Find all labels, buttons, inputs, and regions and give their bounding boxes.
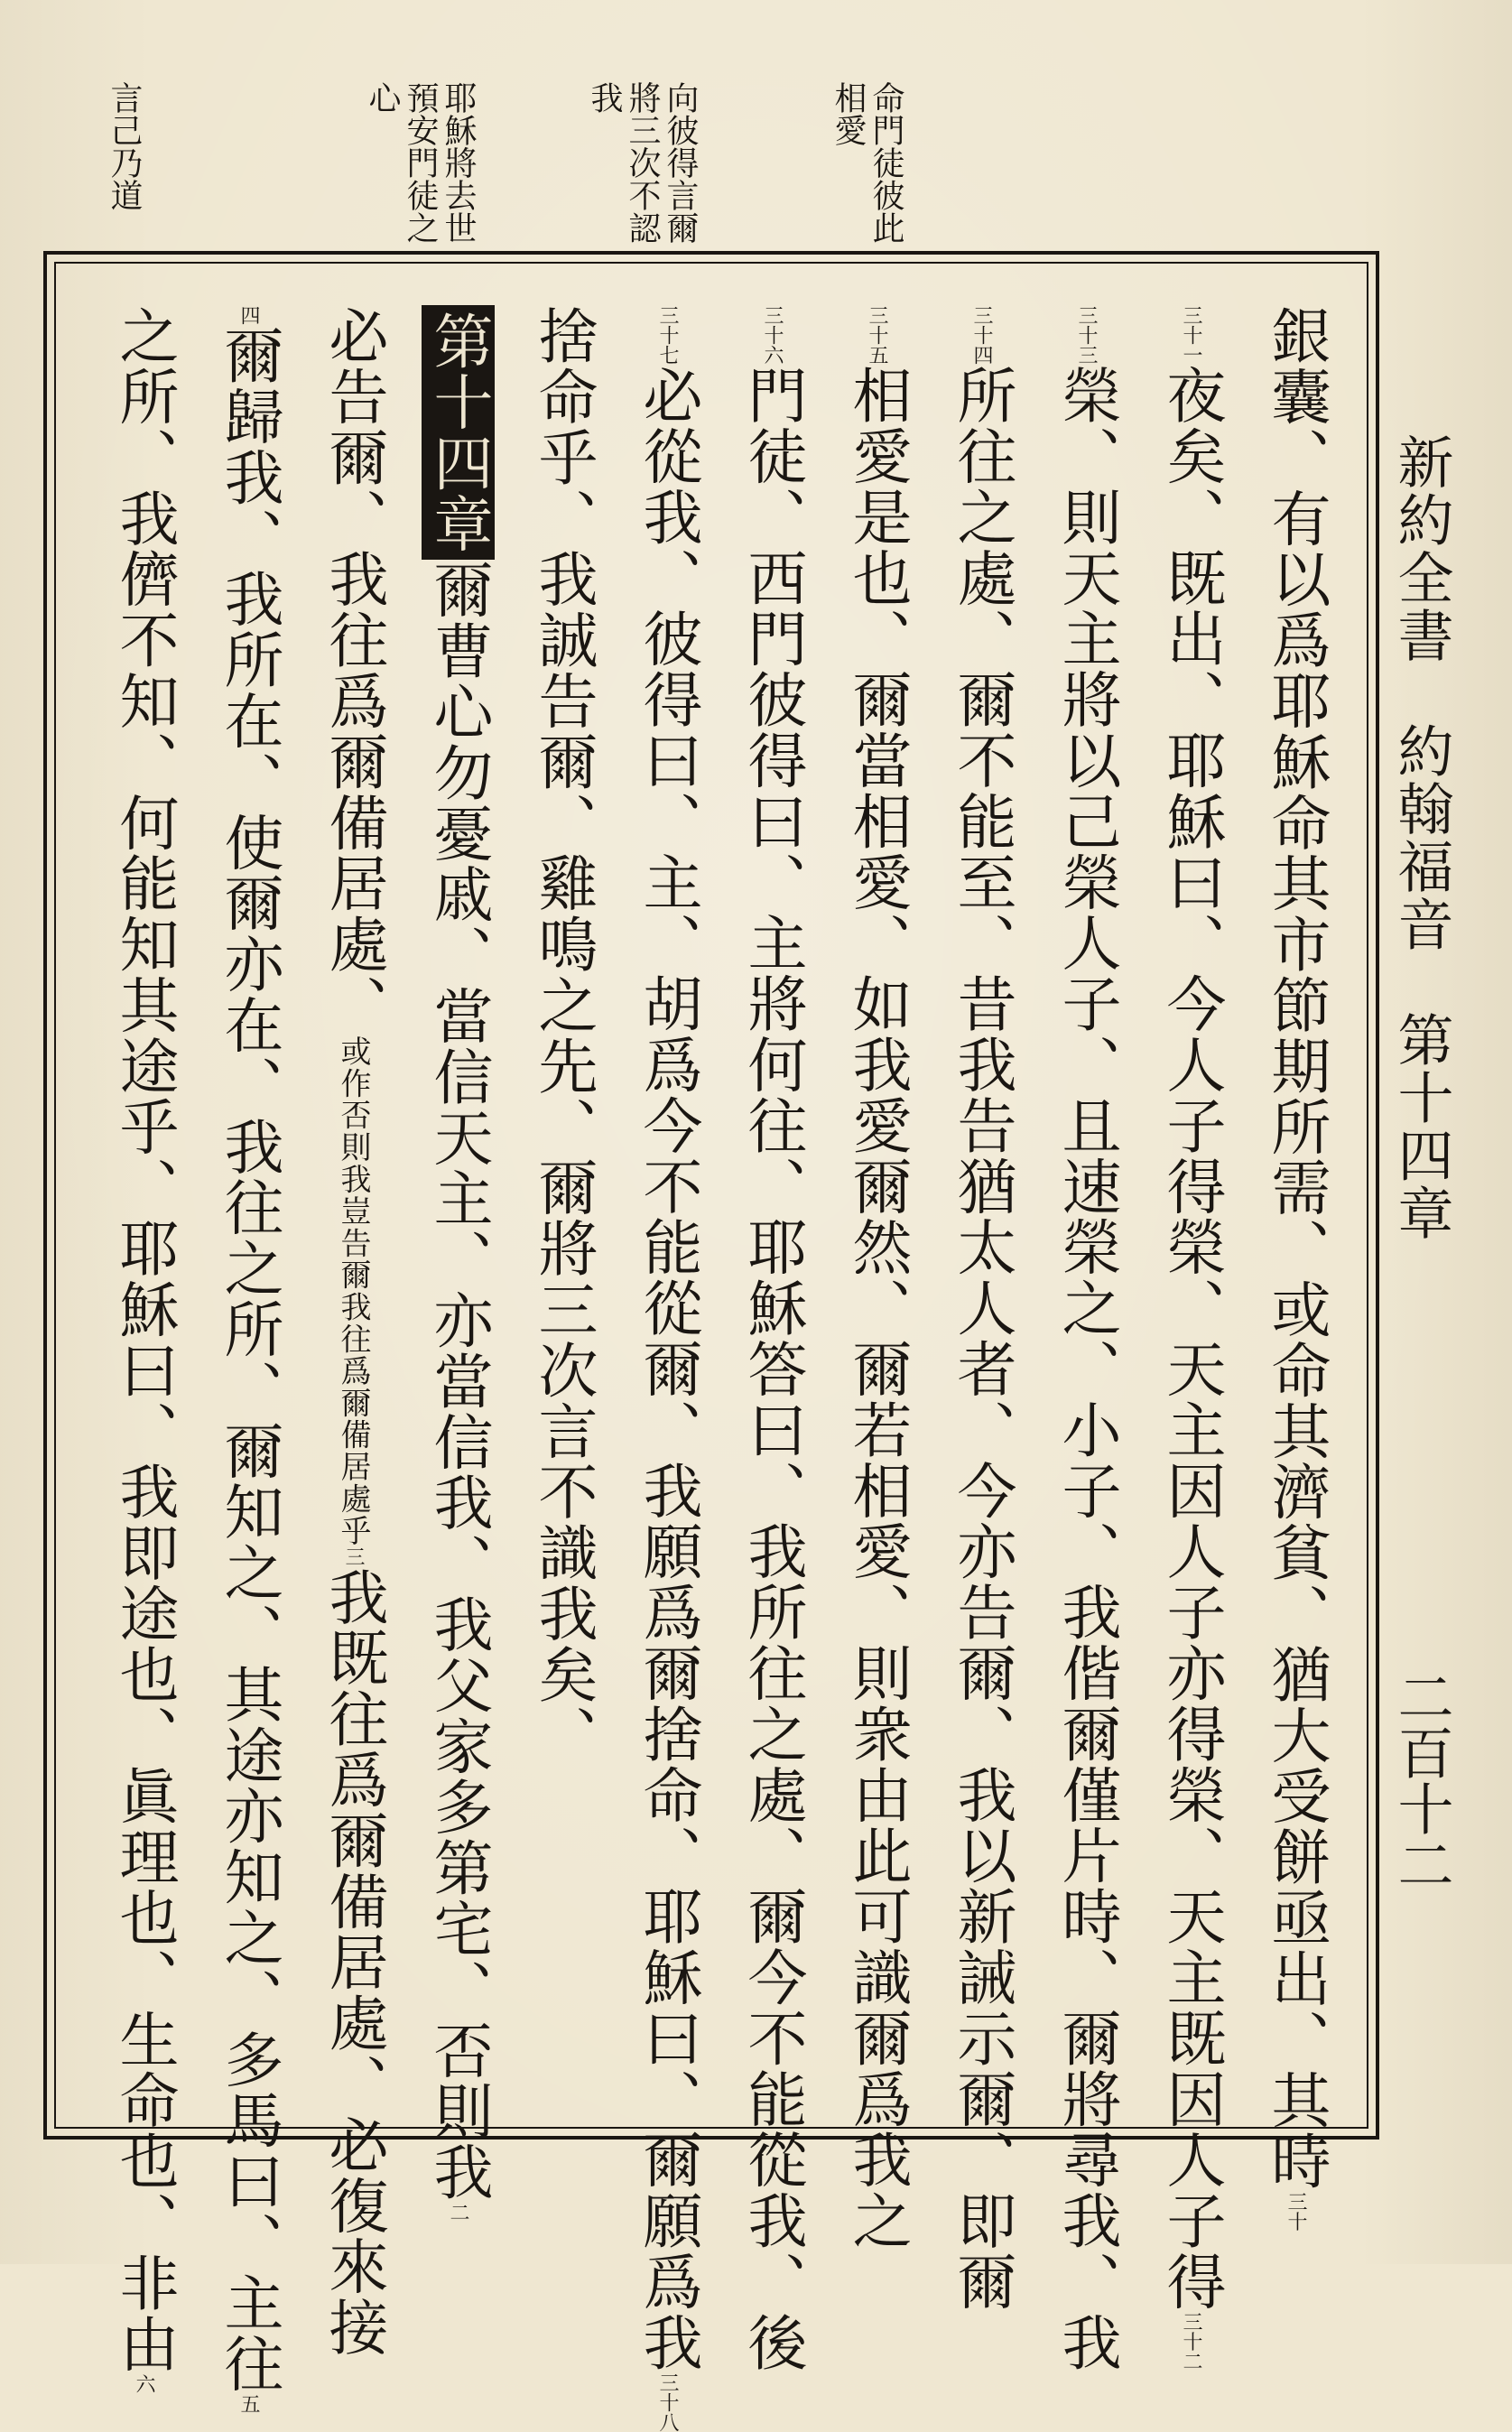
margin-note: 命門徒彼此相愛 bbox=[830, 81, 904, 244]
text-column: 捨命乎、我誠告爾、雞鳴之先、爾將三次言不識我矣、 bbox=[528, 305, 598, 1766]
verse-number: 三 bbox=[342, 1546, 365, 1567]
verse-number: 三十一 bbox=[1180, 305, 1202, 365]
text-column: 三十三榮、則天主將以己榮人子、且速榮之、小子、我偕爾僅片時、爾將尋我、我 bbox=[1052, 305, 1121, 2373]
verse-number: 六 bbox=[133, 2373, 155, 2394]
verse-number: 三十 bbox=[1285, 2191, 1307, 2232]
text-column: 必告爾、我往爲爾備居處、或作否則我豈告爾我往爲爾備居處乎三我既往爲爾備居處、必復來接 bbox=[319, 305, 388, 2358]
verse-number: 三十五 bbox=[866, 305, 888, 365]
margin-note: 向彼得言爾將三次不認我 bbox=[586, 81, 699, 244]
verse-number: 五 bbox=[237, 2393, 260, 2414]
text-column: 之所、我儕不知、何能知其途乎、耶穌曰、我即途也、眞理也、生命也、非由六 bbox=[109, 305, 179, 2394]
text-column: 三十七必從我、彼得曰、主、胡爲今不能從爾、我願爲爾捨命、耶穌曰、爾願爲我三十八 bbox=[633, 305, 702, 2432]
page-number: 二百十二 bbox=[1388, 1668, 1454, 1892]
running-header: 新約全書 約翰福音 第十四章 bbox=[1388, 433, 1454, 1242]
margin-notes bbox=[0, 81, 1512, 262]
verse-number: 三十六 bbox=[761, 305, 784, 365]
verse-number: 三十三 bbox=[1075, 305, 1098, 365]
text-column: 四爾歸我、我所在、使爾亦在、我往之所、爾知之、其途亦知之、多馬曰、主往五 bbox=[214, 305, 283, 2414]
inline-note: 或作否則我豈告爾我往爲爾備居處乎 bbox=[335, 1035, 371, 1547]
verse-number: 三十四 bbox=[970, 305, 993, 365]
text-column: 銀囊、有以爲耶穌命其市節期所需、或命其濟貧、猶大受餅亟出、其時三十 bbox=[1261, 305, 1331, 2232]
text-column: 第十四章爾曹心勿憂戚、當信天主、亦當信我、我父家多第宅、否則我二 bbox=[405, 305, 510, 2120]
verse-number: 三十八 bbox=[656, 2372, 679, 2432]
verse-number: 四 bbox=[237, 305, 260, 325]
margin-note: 耶穌將去世預安門徒之心 bbox=[364, 81, 477, 244]
verse-number: 三十七 bbox=[656, 305, 679, 365]
text-column: 三十六門徒、西門彼得曰、主將何往、耶穌答曰、我所往之處、爾今不能從我、後 bbox=[737, 305, 807, 2373]
scripture-text bbox=[79, 305, 1348, 2432]
margin-note: 言己乃道 bbox=[106, 81, 143, 211]
verse-number: 三十二 bbox=[1180, 2311, 1202, 2372]
text-column: 三十一夜矣、既出、耶穌曰、今人子得榮、天主因人子亦得榮、天主既因人子得三十二 bbox=[1156, 305, 1226, 2372]
verse-number: 二 bbox=[447, 2202, 469, 2223]
chapter-heading: 第十四章 bbox=[422, 305, 495, 560]
text-column: 三十五相愛是也、爾當相愛、如我愛爾然、爾若相愛、則衆由此可識爾爲我之 bbox=[842, 305, 912, 2251]
text-column: 三十四所往之處、爾不能至、昔我告猶太人者、今亦告爾、我以新誡示爾、即爾 bbox=[947, 305, 1016, 2312]
